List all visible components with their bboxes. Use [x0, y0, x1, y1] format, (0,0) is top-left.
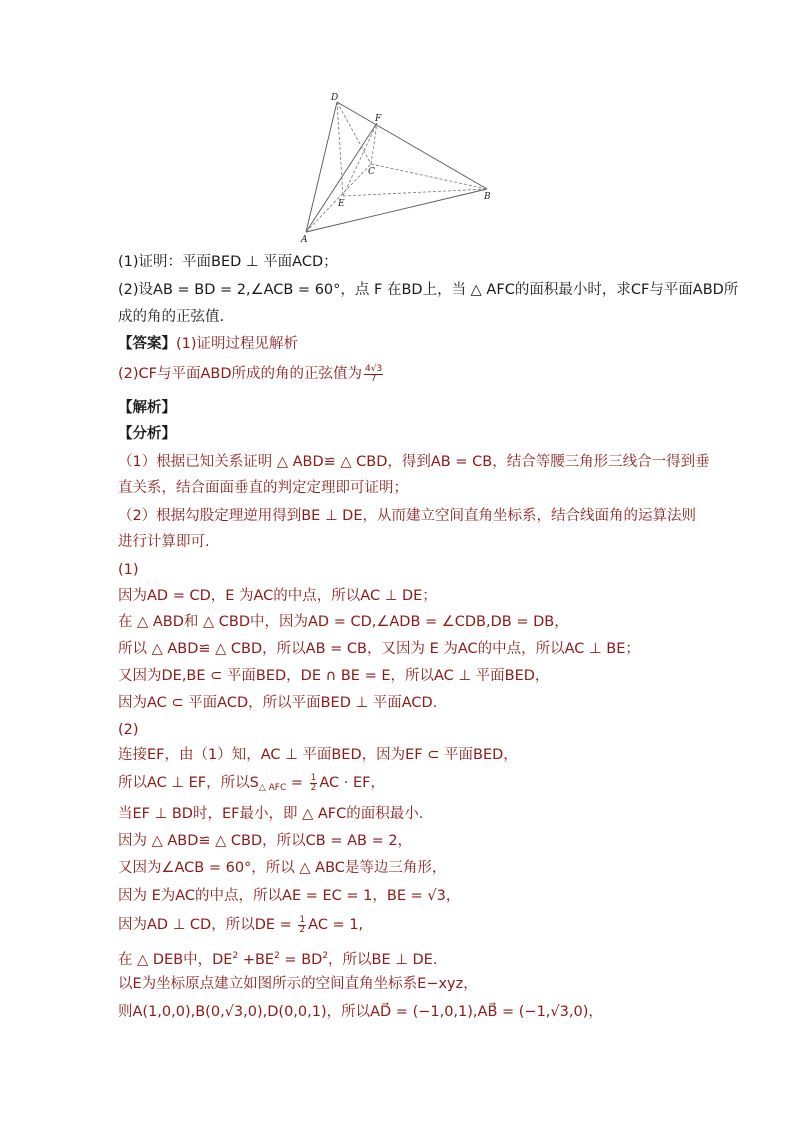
solution-2-line7 — [118, 915, 363, 935]
s2-l8-c: = BD — [279, 952, 323, 968]
tetrahedron-figure — [295, 88, 505, 248]
s2-l2-eq: = — [286, 775, 308, 791]
solution-1-line4: 又因为DE,BE ⊂ 平面BED，DE ∩ BE = E，所以AC ⊥ 平面BED， — [118, 668, 550, 684]
solution-2-line10: 则A(1,0,0),B(0,√3,0),D(0,0,1)，所以AD⃗ = (−1,0,1),AB⃗ = (−1,√3,0)， — [118, 1004, 603, 1020]
s2-l7-text-a: 因为AD ⊥ CD，所以DE = — [118, 917, 297, 933]
segment-CF — [371, 123, 377, 164]
fraction-numerator: 4√3 — [365, 363, 383, 374]
label-C: C — [368, 167, 375, 177]
solution-2-line9: 以E为坐标原点建立如图所示的空间直角坐标系E−xyz， — [118, 976, 478, 992]
s2-l2-subscript: △ AFC — [258, 783, 287, 793]
answer-label: 【答案】 — [118, 336, 176, 352]
solution-1-line3: 所以 △ ABD≌ △ CBD，所以AB = CB，又因为 E 为AC的中点，所以AC ⊥ BE； — [118, 641, 640, 657]
segment-EF — [343, 123, 377, 196]
label-B: B — [484, 192, 491, 202]
s2-l7-text-b: AC = 1, — [308, 917, 364, 933]
s2-l8-sup1: 2 — [232, 951, 239, 961]
solution-2-line2 — [118, 773, 385, 798]
problem-part2-line2: 成的角的正弦值. — [118, 309, 225, 325]
solution-2-line4: 因为 △ ABD≌ △ CBD，所以CB = AB = 2， — [118, 833, 413, 849]
s2-l8-b: +BE — [238, 952, 275, 968]
s2-l2-frac-den: 2 — [310, 782, 317, 793]
s2-l8-sup3: 2 — [322, 951, 329, 961]
answer-line2 — [118, 364, 385, 384]
s2-l7-frac-den: 2 — [299, 924, 306, 935]
s2-l2-text-b: AC · EF， — [319, 775, 385, 791]
s2-l7-fraction — [298, 916, 306, 935]
solution-1-line2: 在 △ ABD和 △ CBD中，因为AD = CD,∠ADB = ∠CDB,DB = DB， — [118, 614, 569, 630]
s2-l8-d: ，所以BE ⊥ DE. — [328, 952, 438, 968]
edge-DA — [306, 102, 337, 232]
analysis-p1-line1: （1）根据已知关系证明 △ ABD≌ △ CBD，得到AB = CB，结合等腰三角形三线合一得到垂 — [118, 454, 710, 470]
s2-l8-sup2: 2 — [274, 951, 280, 961]
solution-1-line1: 因为AD = CD，E 为AC的中点，所以AC ⊥ DE； — [118, 588, 437, 604]
fraction-denominator: 7 — [370, 373, 377, 384]
label-D: D — [331, 93, 339, 103]
analysis-p2-line2: 进行计算即可. — [118, 534, 210, 550]
answer-2-text: (2)CF与平面ABD所成的角的正弦值为 — [118, 366, 363, 382]
edge-CB — [371, 164, 487, 189]
s2-l8-a: 在 △ DEB中，DE — [118, 952, 233, 968]
label-F: F — [375, 114, 382, 124]
label-E: E — [338, 199, 345, 209]
s2-l7-frac-num: 1 — [299, 914, 306, 925]
analysis-p1-line2: 直关系，结合面面垂直的判定定理即可证明； — [118, 480, 408, 496]
answer-line1 — [118, 334, 298, 354]
solution-2-heading: (2) — [118, 722, 139, 738]
jiexi-heading: 【解析】 — [118, 400, 176, 416]
edge-AC — [306, 164, 371, 232]
answer-1: (1)证明过程见解析 — [176, 336, 299, 352]
s2-l2-frac-num: 1 — [310, 772, 317, 783]
solution-2-line5: 又因为∠ACB = 60°，所以 △ ABC是等边三角形， — [118, 860, 447, 876]
answer-2-fraction — [364, 365, 383, 384]
s2-l2-fraction — [310, 774, 318, 793]
solution-2-line3: 当EF ⊥ BD时，EF最小，即 △ AFC的面积最小. — [118, 806, 424, 822]
label-A: A — [301, 235, 308, 245]
solution-2-line8 — [118, 946, 437, 970]
fenxi-heading: 【分析】 — [118, 426, 176, 442]
solution-1-heading: (1) — [118, 562, 139, 578]
segment-EB — [343, 189, 487, 196]
solution-1-line5: 因为AC ⊂ 平面ACD，所以平面BED ⊥ 平面ACD. — [118, 695, 438, 711]
problem-part2-line1: (2)设AB = BD = 2,∠ACB = 60°，点 F 在BD上，当 △ AFC的面积最小时，求CF与平面ABD所 — [118, 282, 739, 298]
edge-AB — [306, 189, 487, 232]
segment-DE — [337, 102, 343, 196]
analysis-p2-line1: （2）根据勾股定理逆用得到BE ⊥ DE，从而建立空间直角坐标系，结合线面角的运算法则 — [118, 508, 697, 524]
solution-2-line1: 连接EF，由（1）知，AC ⊥ 平面BED，因为EF ⊂ 平面BED， — [118, 747, 518, 763]
problem-part1: (1)证明：平面BED ⊥ 平面ACD； — [118, 254, 338, 270]
edge-DC — [337, 102, 371, 164]
solution-2-line6: 因为 E为AC的中点，所以AE = EC = 1，BE = √3， — [118, 888, 461, 904]
s2-l2-text-a: 所以AC ⊥ EF，所以S — [118, 775, 259, 791]
